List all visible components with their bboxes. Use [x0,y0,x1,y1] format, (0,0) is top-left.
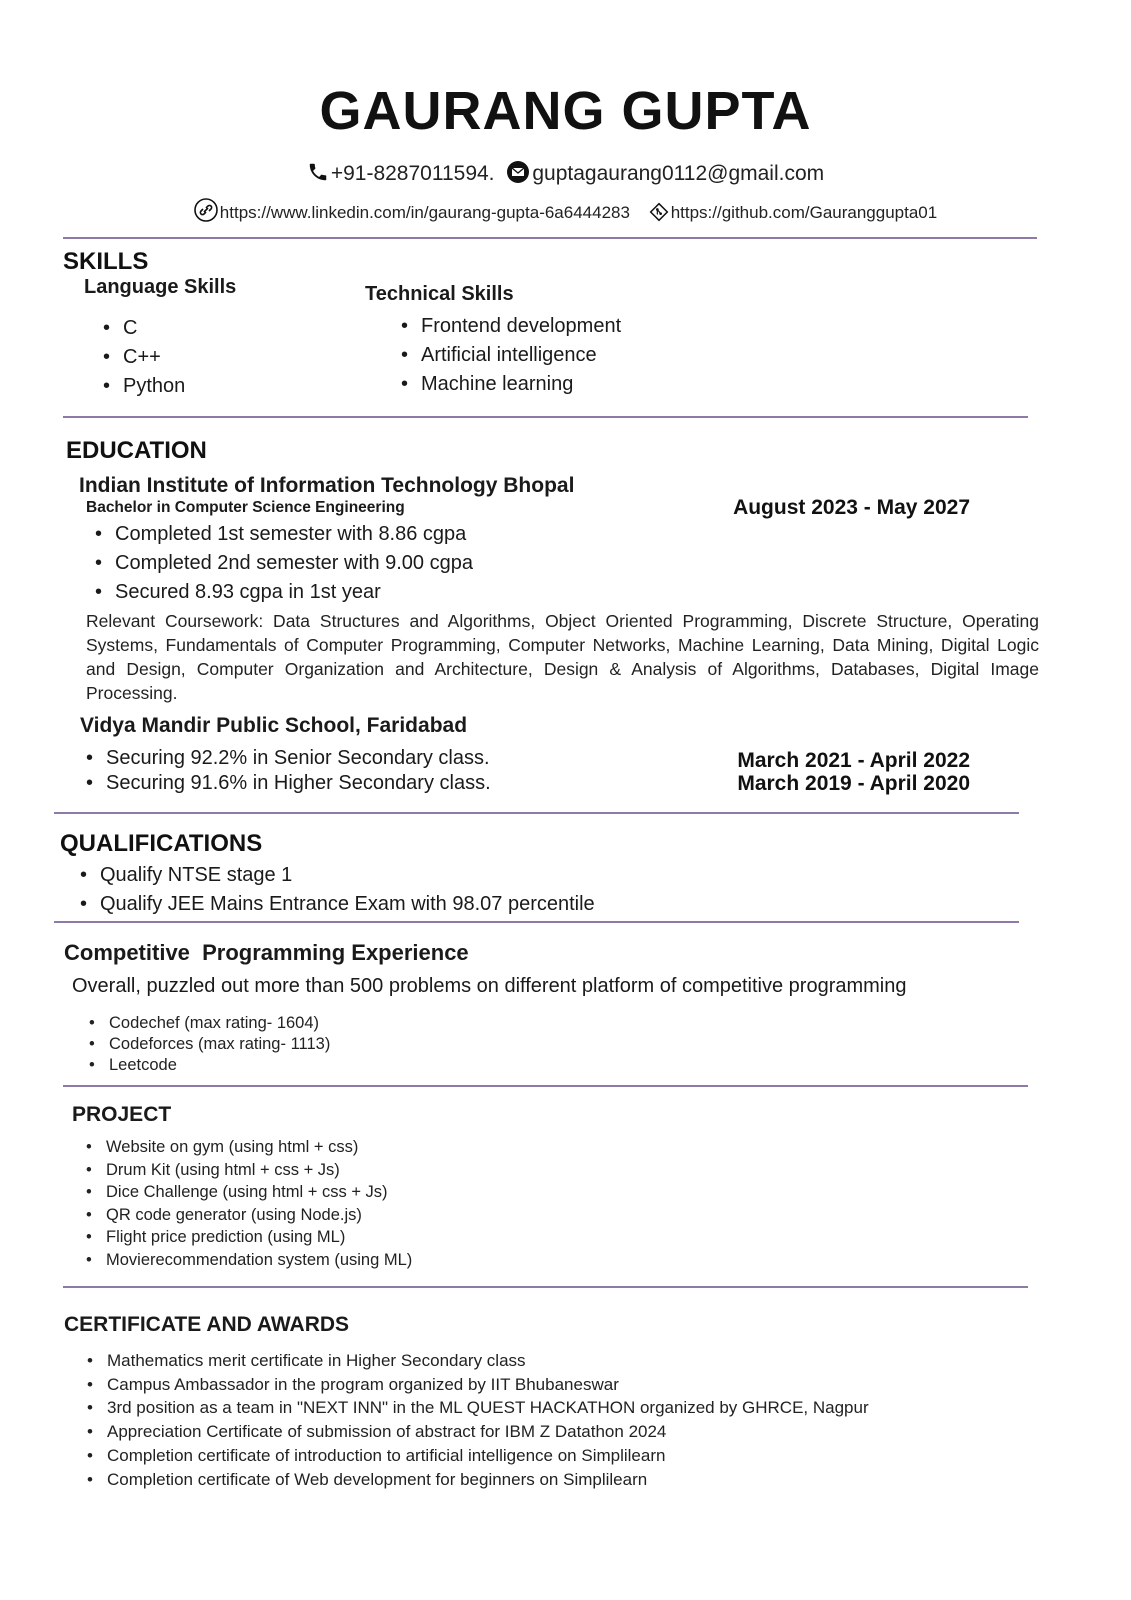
project-heading: PROJECT [72,1103,172,1126]
list-item: • Drum Kit (using html + css + Js) [84,1159,412,1182]
list-item: • Dice Challenge (using html + css + Js) [84,1181,412,1204]
relevant-coursework: Relevant Coursework: Data Structures and Algorithms, Object Oriented Programming, Discrete Structure, Operating Systems, Fundamentals of Computer Programming, Computer Networks, Machine Learning, Data Mining, Digital Logic and Design, Computer Organization and Architecture, Design & Analysis of Algorithms, Databases, Digital Image Processing. [86,611,1039,703]
git-icon [649,202,669,227]
list-item: • Securing 92.2% in Senior Secondary class. [84,746,491,771]
email-address[interactable]: guptagaurang0112@gmail.com [532,162,825,185]
college-name: Indian Institute of Information Technology Bhopal [79,474,575,497]
project-list [84,1136,412,1271]
link-icon [194,198,218,227]
list-item: • Machine learning [399,370,621,399]
college-points [93,520,473,607]
list-item: • Frontend development [399,312,621,341]
list-item: • QR code generator (using Node.js) [84,1204,412,1227]
education-heading: EDUCATION [66,437,207,464]
github-link[interactable]: https://github.com/Gauranggupta01 [670,203,938,222]
list-item: • Securing 91.6% in Higher Secondary class. [84,771,491,796]
school-date: March 2019 - April 2020 [737,772,970,795]
email-icon [506,160,530,190]
list-item: • Completion certificate of introduction to artificial intelligence on Simplilearn [85,1444,869,1468]
list-item: • Website on gym (using html + css) [84,1136,412,1159]
skills-heading: SKILLS [63,248,149,275]
college-dates: August 2023 - May 2027 [733,496,970,519]
list-item: • Codeforces (max rating- 1113) [87,1034,330,1055]
cp-list [87,1013,330,1076]
list-item: • Qualify NTSE stage 1 [78,861,595,890]
list-item: • C++ [101,343,185,372]
phone-number[interactable]: +91-8287011594. [330,162,495,185]
list-item: • Completed 1st semester with 8.86 cgpa [93,520,473,549]
cp-summary: Overall, puzzled out more than 500 problems on different platform of competitive programming [72,975,907,997]
list-item: • Python [101,372,185,401]
language-skills-heading: Language Skills [84,276,237,298]
list-item: • C [101,314,185,343]
list-item: • Secured 8.93 cgpa in 1st year [93,578,473,607]
separator [63,237,1037,239]
list-item: • Appreciation Certificate of submission of abstract for IBM Z Datathon 2024 [85,1420,869,1444]
list-item: • Leetcode [87,1055,330,1076]
college-degree: Bachelor in Computer Science Engineering [86,499,405,516]
school-name: Vidya Mandir Public School, Faridabad [80,714,468,737]
separator [63,1085,1028,1087]
list-item: • Qualify JEE Mains Entrance Exam with 98.07 percentile [78,890,595,919]
list-item: • Mathematics merit certificate in Higher Secondary class [85,1349,869,1373]
phone-icon [307,160,329,190]
technical-skills-list [399,312,621,399]
list-item: • Campus Ambassador in the program organized by IIT Bhubaneswar [85,1373,869,1397]
resume-name: GAURANG GUPTA [319,81,812,141]
list-item: • Movierecommendation system (using ML) [84,1249,412,1272]
separator [54,921,1019,923]
links-line [0,198,1131,227]
contact-line [0,160,1131,190]
list-item: • Completed 2nd semester with 9.00 cgpa [93,549,473,578]
list-item: • Codechef (max rating- 1604) [87,1013,330,1034]
language-skills-list [101,314,185,401]
separator [63,1286,1028,1288]
school-dates [700,749,970,795]
linkedin-link[interactable]: https://www.linkedin.com/in/gaurang-gupta-6a6444283 [219,203,630,222]
cp-heading: Competitive Programming Experience [64,940,469,965]
list-item: • Completion certificate of Web development for beginners on Simplilearn [85,1468,869,1492]
school-date: March 2021 - April 2022 [737,749,970,772]
school-points [84,746,491,796]
qualifications-heading: QUALIFICATIONS [60,830,263,857]
technical-skills-heading: Technical Skills [365,283,514,305]
separator [63,416,1028,418]
certificates-list [85,1349,869,1491]
list-item: • Artificial intelligence [399,341,621,370]
qualifications-list [78,861,595,919]
certificates-heading: CERTIFICATE AND AWARDS [64,1313,350,1336]
separator [54,812,1019,814]
list-item: • 3rd position as a team in "NEXT INN" in the ML QUEST HACKATHON organized by GHRCE, Nagpur [85,1396,869,1420]
list-item: • Flight price prediction (using ML) [84,1226,412,1249]
